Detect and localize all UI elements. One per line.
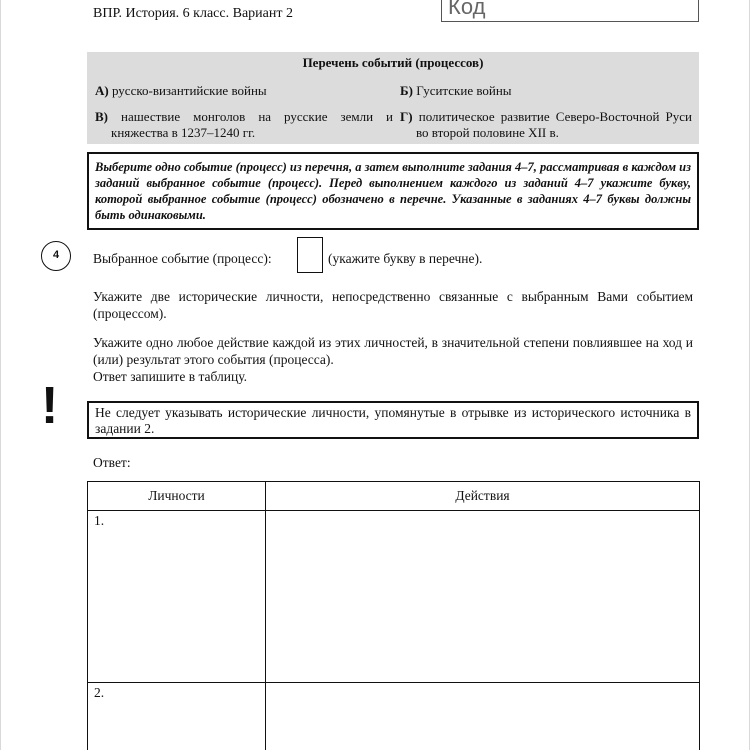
instruction-box: Выберите одно событие (процесс) из перечня, а затем выполните задания 4–7, рассматривая в каждом из заданий выбранное событие (процесс). Перед выполнением каждого из заданий 4–7 укажите букву, которой выбранное событие (процесс) обозначено в перечне. Указанные в заданиях 4–7 буквы должны быть одинаковыми. <box>87 152 699 230</box>
warning-exclamation-icon: ! <box>41 377 59 435</box>
selected-event-label: Выбранное событие (процесс): <box>93 251 272 266</box>
events-list-title: Перечень событий (процессов) <box>302 55 484 70</box>
row-number: 1. <box>94 513 105 528</box>
event-option-g <box>400 109 692 141</box>
table-row <box>88 511 700 683</box>
event-text: нашествие монголов на русские земли и княжества в 1237–1240 гг. <box>111 109 394 140</box>
event-letter: Б) <box>400 83 413 98</box>
header-title: ВПР. История. 6 класс. Вариант 2 <box>93 6 293 21</box>
action-cell-2[interactable] <box>266 683 700 750</box>
column-header-persons: Личности <box>88 482 266 511</box>
event-option-b <box>400 83 512 99</box>
event-option-a <box>95 83 267 99</box>
task-paragraph-1: Укажите две исторические личности, непосредственно связанные с выбранным Вами событием (процессом). <box>93 289 693 321</box>
event-text: Гуситские войны <box>416 83 512 98</box>
action-cell-1[interactable] <box>266 511 700 683</box>
table-row <box>88 683 700 750</box>
task-number-badge: 4 <box>41 241 71 271</box>
event-text: русско-византийские войны <box>111 83 267 98</box>
event-letter: Г) <box>400 109 413 124</box>
code-field[interactable]: Код <box>441 0 699 22</box>
answer-label: Ответ: <box>93 455 131 470</box>
selected-event-letter-input[interactable] <box>297 237 323 273</box>
events-list-panel <box>87 52 699 144</box>
task-paragraph-3: Ответ запишите в таблицу. <box>93 369 247 384</box>
event-letter: В) <box>95 109 108 124</box>
warning-note-box: Не следует указывать исторические личности, упомянутые в отрывке из исторического источника в задании 2. <box>87 401 699 439</box>
event-letter: А) <box>95 83 109 98</box>
row-number: 2. <box>94 685 105 700</box>
selected-event-hint: (укажите букву в перечне). <box>328 251 483 266</box>
event-text: политическое развитие Северо-Восточной Руси во второй половине XII в. <box>416 109 693 140</box>
column-header-actions: Действия <box>266 482 700 511</box>
task-paragraph-2: Укажите одно любое действие каждой из этих личностей, в значительной степени повлиявшее на ход и (или) результат этого события (процесса). <box>93 335 693 367</box>
event-option-v <box>95 109 393 141</box>
person-cell-2[interactable] <box>88 683 266 750</box>
answer-table <box>87 481 700 750</box>
person-cell-1[interactable] <box>88 511 266 683</box>
